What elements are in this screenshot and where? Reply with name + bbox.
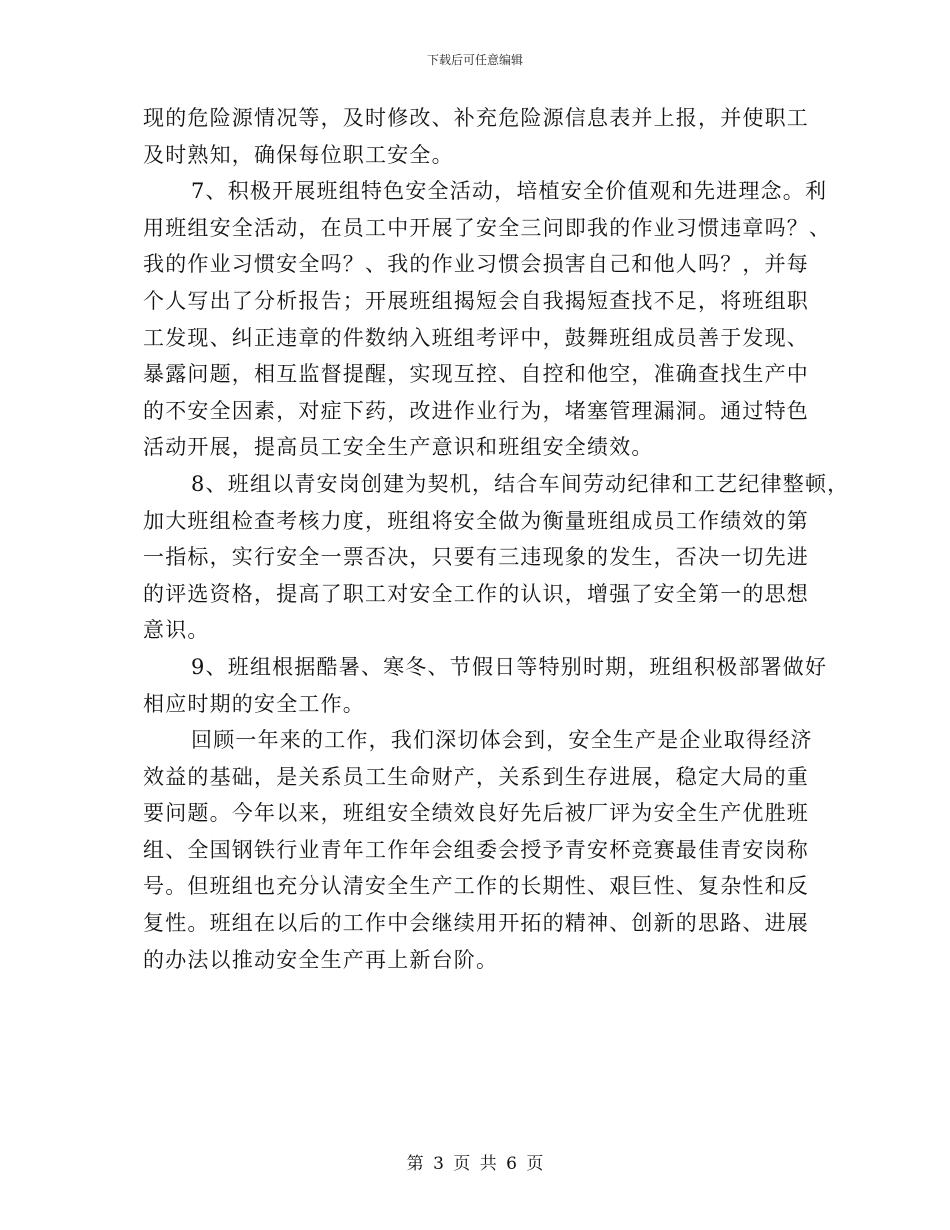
text-line: 复性。班组在以后的工作中会继续用开拓的精神、创新的思路、进展 (143, 911, 809, 936)
paragraph-start-line: 9、班组根据酷暑、寒冬、节假日等特别时期，班组积极部署做好 (191, 654, 828, 679)
text-line: 用班组安全活动，在员工中开展了安全三问即我的作业习惯违章吗？、 (143, 215, 832, 240)
text-line: 个人写出了分析报告；开展班组揭短会自我揭短查找不足，将班组职 (143, 288, 809, 313)
text-line: 的评选资格，提高了职工对安全工作的认识，增强了安全第一的思想 (143, 581, 809, 606)
paragraph-start-line: 7、积极开展班组特色安全活动，培植安全价值观和先进理念。利 (191, 179, 828, 204)
page-header: 下载后可任意编辑 (426, 53, 523, 67)
text-line: 一指标，实行安全一票否决，只要有三违现象的发生，否决一切先进 (143, 545, 809, 570)
text-line: 我的作业习惯安全吗？、我的作业习惯会损害自己和他人吗？，并每 (143, 252, 809, 277)
text-line: 工发现、纠正违章的件数纳入班组考评中，鼓舞班组成员善于发现、 (143, 325, 809, 350)
text-line: 的办法以推动安全生产再上新台阶。 (143, 947, 499, 972)
text-line: 相应时期的安全工作。 (143, 691, 365, 716)
page-number: 第 3 页 共 6 页 (406, 1154, 544, 1174)
document-body (143, 100, 850, 978)
text-line: 加大班组检查考核力度，班组将安全做为衡量班组成员工作绩效的第 (143, 508, 809, 533)
text-line: 现的危险源情况等，及时修改、补充危险源信息表并上报，并使职工 (143, 106, 809, 130)
text-line: 效益的基础，是关系员工生命财产，关系到生存进展，稳定大局的重 (143, 764, 809, 789)
text-line: 活动开展，提高员工安全生产意识和班组安全绩效。 (143, 435, 654, 460)
text-line: 要问题。今年以来，班组安全绩效良好先后被厂评为安全生产优胜班 (143, 801, 809, 826)
text-line: 暴露问题，相互监督提醒，实现互控、自控和他空，准确查找生产中 (143, 362, 809, 387)
text-line: 的不安全因素，对症下药，改进作业行为，堵塞管理漏洞。通过特色 (143, 398, 809, 423)
text-line: 意识。 (143, 618, 210, 643)
paragraph-start-line: 回顾一年来的工作，我们深切体会到，安全生产是企业取得经济 (191, 728, 813, 753)
text-line: 及时熟知，确保每位职工安全。 (143, 142, 454, 167)
text-line: 组、全国钢铁行业青年工作年会组委会授予青安杯竞赛最佳青安岗称 (143, 837, 809, 862)
text-line: 号。但班组也充分认清安全生产工作的长期性、艰巨性、复杂性和反 (143, 874, 809, 899)
paragraph-start-line: 8、班组以青安岗创建为契机，结合车间劳动纪律和工艺纪律整顿， (191, 471, 850, 496)
